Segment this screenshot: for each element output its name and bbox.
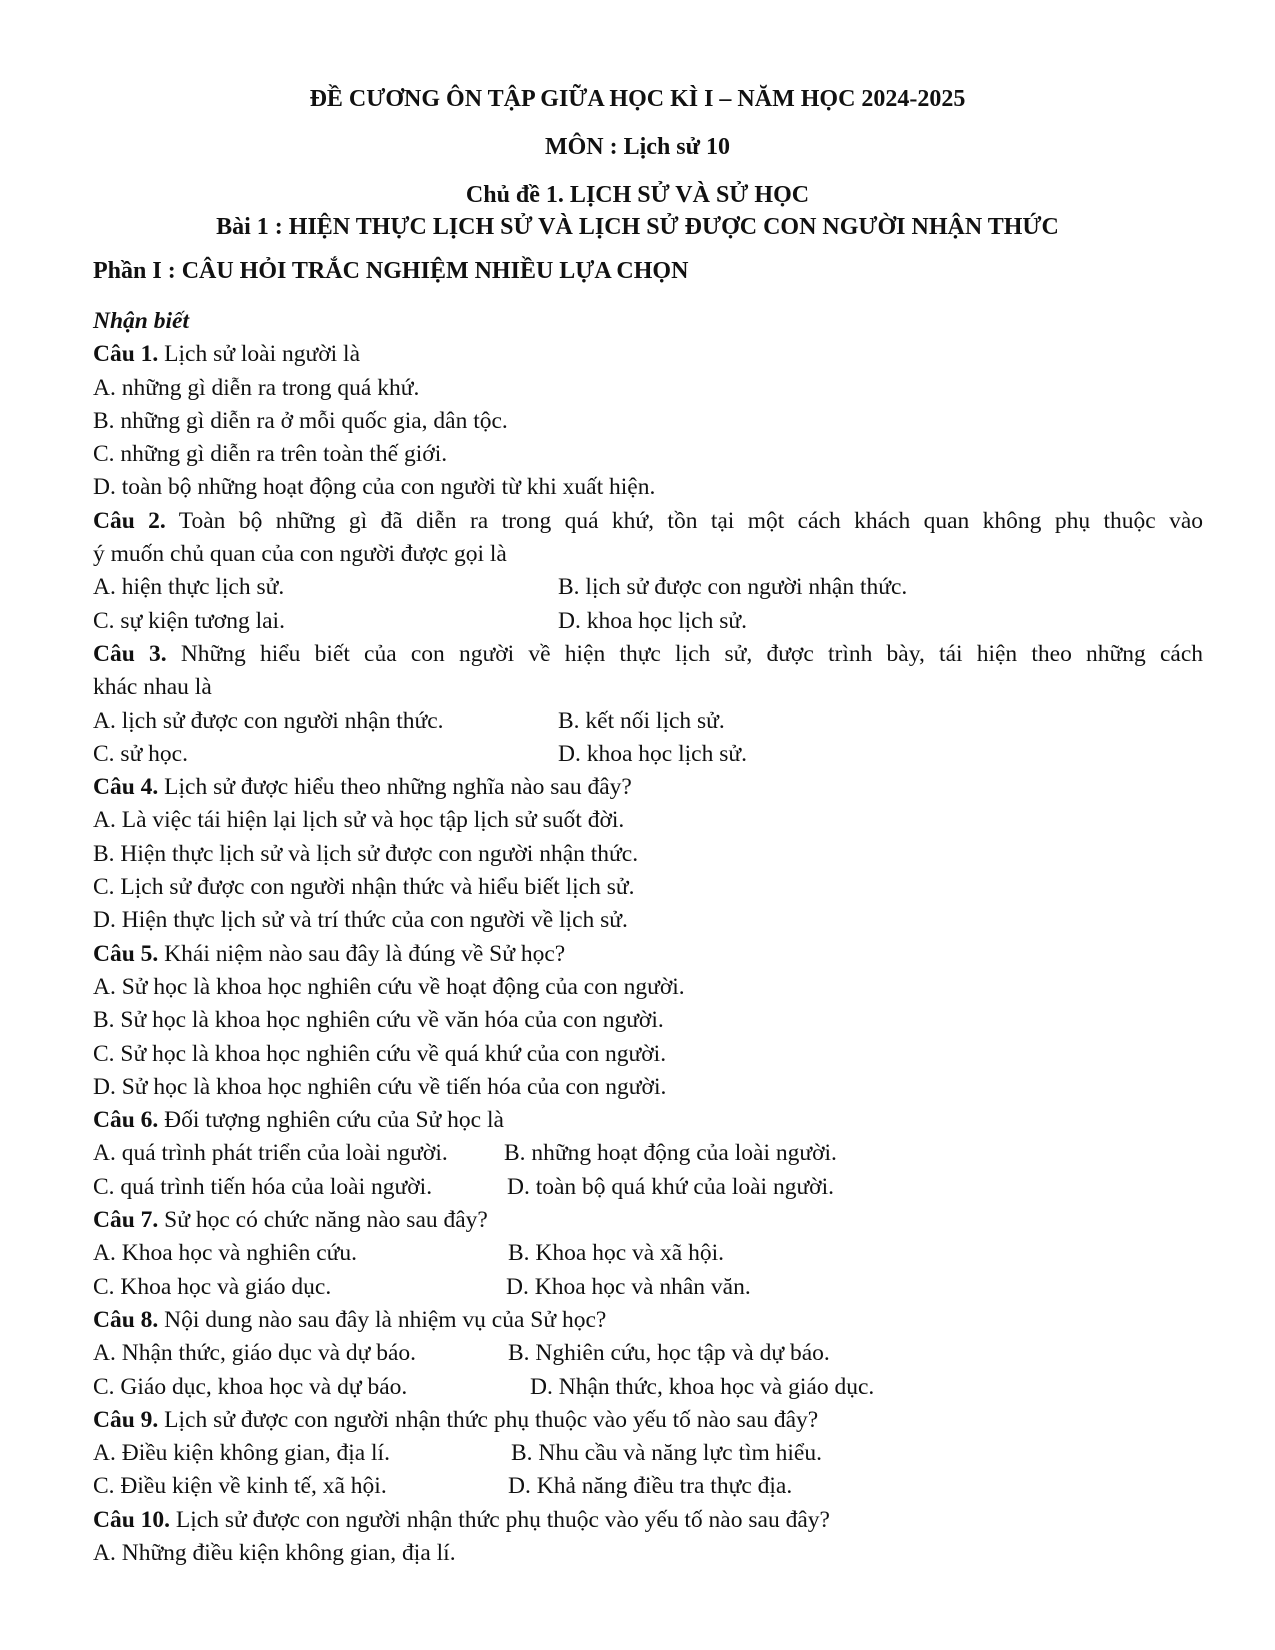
question-number: Câu 1. (93, 341, 159, 368)
level-heading: Nhận biết (93, 308, 189, 335)
option-row (93, 571, 1203, 604)
answer-option: A. quá trình phát triển của loài người. (93, 1140, 448, 1167)
topic-heading: Chủ đề 1. LỊCH SỬ VÀ SỬ HỌC (465, 182, 810, 208)
question-stem (93, 771, 1203, 804)
question-stem (93, 1204, 1203, 1237)
answer-option: A. Là việc tái hiện lại lịch sử và học tập lịch sử suốt đời. (93, 807, 625, 834)
answer-option: B. Sử học là khoa học nghiên cứu về văn hóa của con người. (93, 1007, 664, 1034)
answer-option: A. Điều kiện không gian, địa lí. (93, 1440, 390, 1467)
question-number: Câu 5. (93, 940, 159, 967)
question-text: Đối tượng nghiên cứu của Sử học là (158, 1107, 504, 1134)
answer-option: D. Khoa học và nhân văn. (506, 1273, 751, 1300)
question-number: Câu 6. (93, 1107, 159, 1134)
answer-option: B. kết nối lịch sử. (558, 707, 725, 734)
answer-option: A. những gì diễn ra trong quá khứ. (93, 374, 420, 401)
answer-option: D. khoa học lịch sử. (558, 740, 747, 767)
option-row (93, 1271, 1203, 1304)
answer-option: D. Hiện thực lịch sử và trí thức của con người về lịch sử. (93, 907, 628, 934)
answer-option: D. toàn bộ quá khứ của loài người. (507, 1173, 835, 1200)
answer-option: C. Điều kiện về kinh tế, xã hội. (93, 1473, 387, 1500)
answer-option: C. quá trình tiến hóa của loài người. (93, 1173, 433, 1200)
question-text: Toàn bộ những gì đã diễn ra trong quá khứ, tồn tại một cách khách quan không phụ thuộc vào (165, 507, 1203, 534)
answer-option: A. Khoa học và nghiên cứu. (93, 1240, 357, 1267)
question-stem (93, 938, 1203, 971)
option-row (93, 1371, 1203, 1404)
option-row (93, 1470, 1203, 1503)
lesson-heading: Bài 1 : HIỆN THỰC LỊCH SỬ VÀ LỊCH SỬ ĐƯỢC CON NGƯỜI NHẬN THỨC (216, 214, 1059, 240)
option-row (93, 738, 1203, 771)
question-stem (93, 1304, 1203, 1337)
answer-option: A. Nhận thức, giáo dục và dự báo. (93, 1340, 417, 1367)
question-text: Lịch sử được hiểu theo những nghĩa nào sau đây? (158, 774, 632, 801)
question-stem (93, 638, 1203, 671)
question-stem (93, 338, 1203, 371)
subject-heading: MÔN : Lịch sử 10 (544, 134, 731, 160)
question-stem (93, 1404, 1203, 1437)
answer-option: D. toàn bộ những hoạt động của con người từ khi xuất hiện. (93, 474, 656, 501)
question-list (93, 255, 1203, 1570)
question-text: Lịch sử được con người nhận thức phụ thuộc vào yếu tố nào sau đây? (170, 1506, 830, 1533)
answer-option: C. Sử học là khoa học nghiên cứu về quá khứ của con người. (93, 1040, 667, 1067)
question-number: Câu 2. (93, 507, 166, 534)
option-row (93, 1337, 1203, 1370)
question-stem (93, 1504, 1203, 1537)
question-text-continued: khác nhau là (93, 674, 212, 701)
answer-option: C. Giáo dục, khoa học và dự báo. (93, 1373, 408, 1400)
answer-option: A. Sử học là khoa học nghiên cứu về hoạt động của con người. (93, 973, 685, 1000)
option-row (93, 1237, 1203, 1270)
answer-option: C. những gì diễn ra trên toàn thế giới. (93, 441, 448, 468)
question-text: Sử học có chức năng nào sau đây? (158, 1207, 488, 1234)
answer-option: C. Lịch sử được con người nhận thức và hiểu biết lịch sử. (93, 874, 635, 901)
question-text: Nội dung nào sau đây là nhiệm vụ của Sử học? (158, 1306, 607, 1333)
answer-option: D. Nhận thức, khoa học và giáo dục. (530, 1373, 875, 1400)
answer-option: C. Khoa học và giáo dục. (93, 1273, 332, 1300)
question-number: Câu 8. (93, 1306, 159, 1333)
question-number: Câu 3. (93, 640, 167, 667)
option-row (93, 1137, 1203, 1170)
part-heading: Phần I : CÂU HỎI TRẮC NGHIỆM NHIỀU LỰA CHỌN (93, 258, 689, 284)
question-number: Câu 9. (93, 1406, 159, 1433)
answer-option: B. những gì diễn ra ở mỗi quốc gia, dân tộc. (93, 407, 508, 434)
question-text: Lịch sử được con người nhận thức phụ thuộc vào yếu tố nào sau đây? (158, 1406, 819, 1433)
answer-option: C. sự kiện tương lai. (93, 607, 285, 634)
option-row (93, 605, 1203, 638)
option-row (93, 1437, 1203, 1470)
question-text: Khái niệm nào sau đây là đúng về Sử học? (158, 940, 566, 967)
answer-option: A. lịch sử được con người nhận thức. (93, 707, 444, 734)
question-stem (93, 1104, 1203, 1137)
answer-option: D. Khả năng điều tra thực địa. (508, 1473, 793, 1500)
question-number: Câu 4. (93, 774, 159, 801)
option-row (93, 1171, 1203, 1204)
answer-option: C. sử học. (93, 740, 188, 767)
question-text-continued: ý muốn chủ quan của con người được gọi là (93, 541, 507, 568)
document-title: ĐỀ CƯƠNG ÔN TẬP GIỮA HỌC KÌ I – NĂM HỌC 2024-2025 (309, 86, 966, 112)
answer-option: A. Những điều kiện không gian, địa lí. (93, 1539, 456, 1566)
answer-option: D. khoa học lịch sử. (558, 607, 747, 634)
answer-option: B. Nghiên cứu, học tập và dự báo. (508, 1340, 830, 1367)
answer-option: B. Khoa học và xã hội. (508, 1240, 725, 1267)
answer-option: B. những hoạt động của loài người. (504, 1140, 837, 1167)
question-text: Những hiểu biết của con người về hiện thực lịch sử, được trình bày, tái hiện theo những cách (166, 640, 1204, 667)
question-stem (93, 505, 1203, 538)
answer-option: B. lịch sử được con người nhận thức. (558, 574, 908, 601)
answer-option: B. Nhu cầu và năng lực tìm hiểu. (511, 1440, 822, 1467)
answer-option: A. hiện thực lịch sử. (93, 574, 285, 601)
answer-option: B. Hiện thực lịch sử và lịch sử được con người nhận thức. (93, 840, 639, 867)
question-text: Lịch sử loài người là (158, 341, 361, 368)
option-row (93, 705, 1203, 738)
answer-option: D. Sử học là khoa học nghiên cứu về tiến hóa của con người. (93, 1073, 667, 1100)
question-number: Câu 7. (93, 1207, 159, 1234)
question-number: Câu 10. (93, 1506, 171, 1533)
